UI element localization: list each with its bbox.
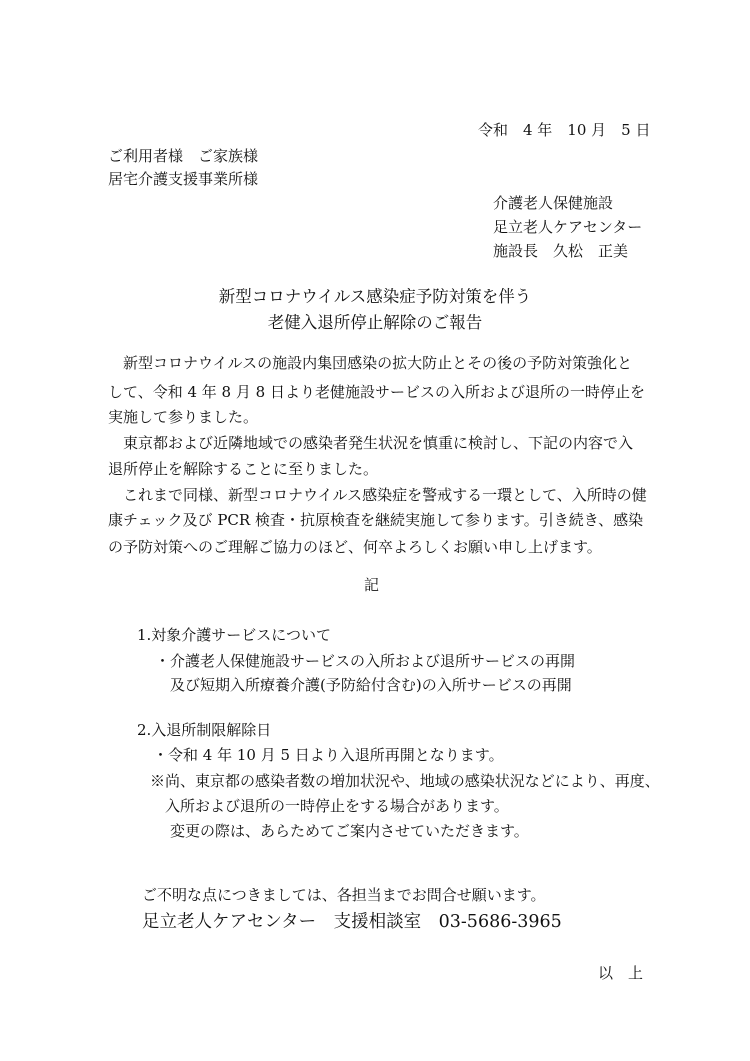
sender-line: 足立老人ケアセンター	[493, 218, 643, 236]
body-line: の予防対策へのご理解ご協力のほど、何卒よろしくお願い申し上げます。	[108, 538, 602, 556]
section-heading: 1.対象介護サービスについて	[137, 626, 332, 644]
document-title: 老健入退所停止解除のご報告	[267, 313, 483, 332]
section-note: 変更の際は、あらためてご案内させていただきます。	[170, 822, 529, 840]
section-item: ・令和 4 年 10 月 5 日より入退所再開となります。	[153, 746, 504, 764]
section-item: ・介護老人保健施設サービスの入所および退所サービスの再開	[155, 652, 576, 670]
contact-line: 足立老人ケアセンター 支援相談室 03-5686-3965	[142, 912, 562, 932]
recipient-line: 居宅介護支援事業所様	[108, 170, 259, 188]
body-line: 東京都および近隣地域での感染者発生状況を慎重に検討し、下記の内容で入	[123, 434, 634, 452]
section-note: ※尚、東京都の感染者数の増加状況や、地域の感染状況などにより、再度、	[150, 772, 660, 790]
body-line: これまで同様、新型コロナウイルス感染症を警戒する一環として、入所時の健	[123, 486, 647, 504]
contact-intro: ご不明な点につきましては、各担当までお問合せ願います。	[142, 886, 546, 904]
issue-date: 令和 4 年 10 月 5 日	[478, 121, 651, 139]
ki-heading: 記	[364, 576, 380, 594]
section-item: 及び短期入所療養介護(予防給付含む)の入所サービスの再開	[170, 676, 572, 694]
body-line: 実施して参りました。	[108, 408, 259, 426]
sender-line: 施設長 久松 正美	[493, 242, 629, 260]
body-line: 退所停止を解除することに至りました。	[108, 460, 379, 478]
sender-line: 介護老人保健施設	[493, 194, 614, 212]
section-heading: 2.入退所制限解除日	[137, 721, 272, 739]
body-line: 新型コロナウイルスの施設内集団感染の拡大防止とその後の予防対策強化と	[123, 354, 633, 372]
closing-mark: 以 上	[598, 964, 644, 982]
section-note: 入所および退所の一時停止をする場合があります。	[165, 797, 509, 815]
recipient-line: ご利用者様 ご家族様	[108, 147, 259, 165]
document-title: 新型コロナウイルス感染症予防対策を伴う	[218, 287, 532, 306]
body-line: 康チェック及び PCR 検査・抗原検査を継続実施して参ります。引き続き、感染	[108, 511, 644, 529]
body-line: して、令和 4 年 8 月 8 日より老健施設サービスの入所および退所の一時停止を	[108, 383, 645, 401]
